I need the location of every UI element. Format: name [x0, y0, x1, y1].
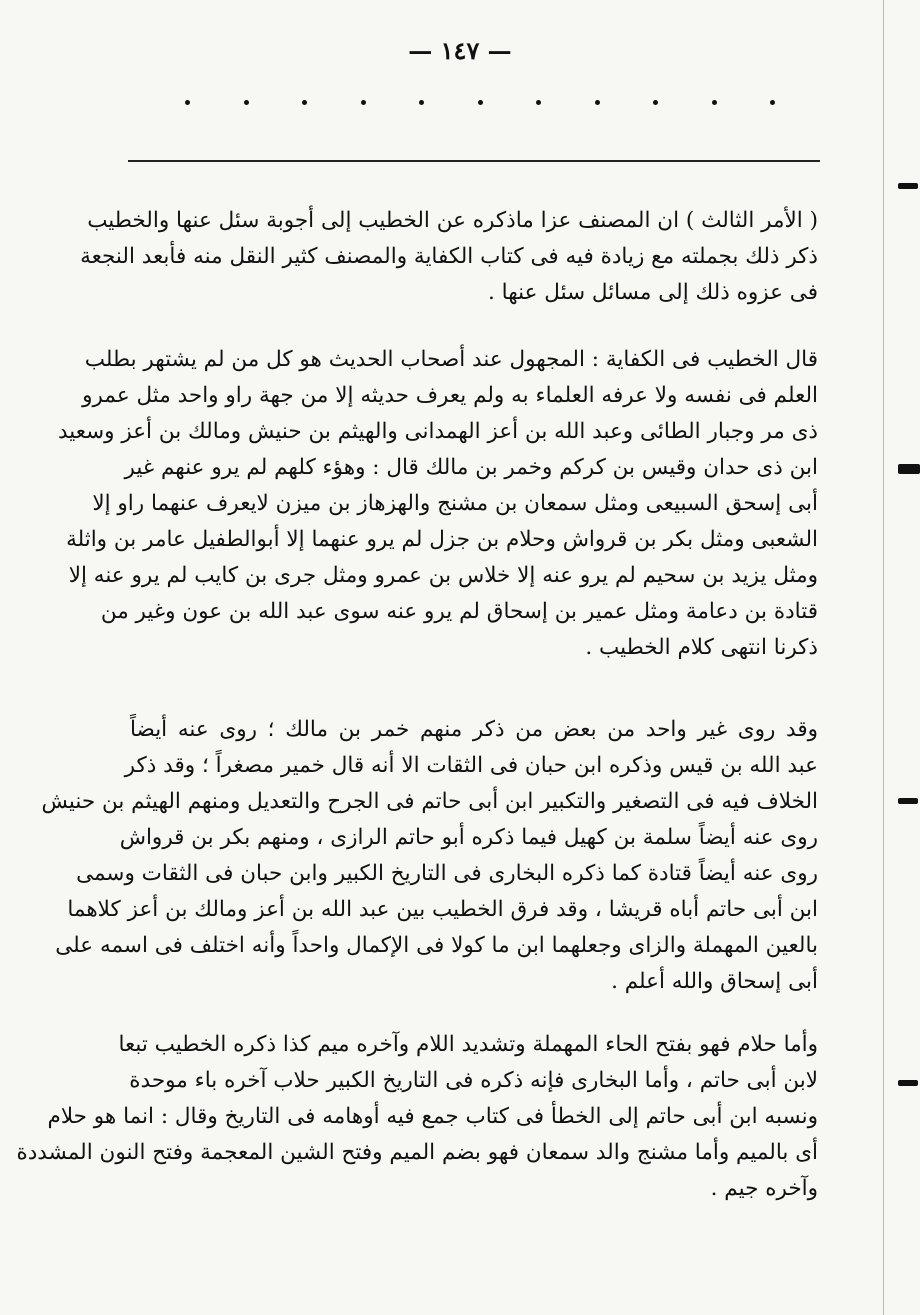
- margin-mark: [898, 464, 920, 474]
- text-line: ذى مر وجبار الطائى وعبد الله بن أعز الهمدانى والهيثم بن حنيش ومالك بن أعز وسعيد: [57, 419, 818, 444]
- header-rule: [128, 160, 820, 162]
- page-edge-line: [883, 0, 884, 1315]
- text-line: وأما حلام فهو بفتح الحاء المهملة وتشديد اللام وآخره ميم كذا ذكره الخطيب تبعا: [118, 1032, 818, 1057]
- text-line: ذكر ذلك بجملته مع زيادة فيه فى كتاب الكفاية والمصنف كثير النقل منه فأبعد النجعة: [80, 244, 818, 269]
- dot-separator: [185, 92, 775, 112]
- separator-dot: [185, 100, 190, 105]
- separator-dot: [419, 100, 424, 105]
- separator-dot: [302, 100, 307, 105]
- text-line: وآخره جيم .: [710, 1176, 818, 1201]
- margin-mark: [898, 1080, 918, 1086]
- separator-dot: [653, 100, 658, 105]
- separator-dot: [770, 100, 775, 105]
- text-line: ذكرنا انتهى كلام الخطيب .: [585, 635, 818, 660]
- separator-dot: [361, 100, 366, 105]
- paragraph-1: [80, 203, 818, 311]
- text-line: أى بالميم وأما مشنج والد سمعان فهو بضم الميم وفتح الشين المعجمة وفتح النون المشددة: [16, 1140, 818, 1165]
- text-line: عبد الله بن قيس وذكره ابن حبان فى الثقات الا أنه قال خمير مصغراً ؛ وقد ذكر: [124, 753, 818, 778]
- text-line: بالعين المهملة والزاى وجعلهما ابن ما كولا فى الإكمال واحداً وأنه اختلف فى اسمه على: [55, 933, 818, 958]
- separator-dot: [712, 100, 717, 105]
- text-line: وقد روى غير واحد من بعض من ذكر منهم خمر بن مالك ؛ روى عنه أيضاً: [130, 717, 818, 742]
- margin-mark: [898, 183, 918, 189]
- separator-dot: [244, 100, 249, 105]
- margin-mark: [898, 798, 918, 804]
- text-line: روى عنه أيضاً سلمة بن كهيل فيما ذكره أبو حاتم الرازى ، ومنهم بكر بن قرواش: [119, 825, 818, 850]
- text-line: أبى إسحاق والله أعلم .: [611, 969, 818, 994]
- page-number: — ١٤٧ —: [408, 36, 512, 65]
- paragraph-4: [16, 1027, 818, 1207]
- text-line: قال الخطيب فى الكفاية : المجهول عند أصحاب الحديث هو كل من لم يشتهر بطلب: [84, 347, 818, 372]
- text-line: قتادة بن دعامة ومثل عمير بن إسحاق لم يرو عنه سوى عبد الله بن عون وغير من: [100, 599, 818, 624]
- text-line: ابن ذى حدان وقيس بن كركم وخمر بن مالك قال : وهؤء كلهم لم يرو عنهم غير: [124, 455, 818, 480]
- text-line: ابن أبى حاتم أباه قريشا ، وقد فرق الخطيب بين عبد الله بن أعز ومالك بن أعز كلاهما: [67, 897, 818, 922]
- separator-dot: [478, 100, 483, 105]
- text-line: الخلاف فيه فى التصغير والتكبير ابن أبى حاتم فى الجرح والتعديل ومنهم الهيثم بن حنيش: [41, 789, 818, 814]
- text-line: الشعبى ومثل بكر بن قرواش وحلام بن جزل لم يرو عنهما إلا أبوالطفيل عامر بن واثلة: [66, 527, 818, 552]
- text-line: ونسبه ابن أبى حاتم إلى الخطأ فى كتاب جمع فيه أوهامه فى التاريخ وقال : انما هو حلام: [47, 1104, 818, 1129]
- separator-dot: [595, 100, 600, 105]
- text-line: أبى إسحق السبيعى ومثل سمعان بن مشنج والهزهاز بن ميزن لايعرف عنهما راو إلا: [92, 491, 818, 516]
- text-line: فى عزوه ذلك إلى مسائل سئل عنها .: [488, 280, 818, 305]
- text-line: روى عنه أيضاً قتادة كما ذكره البخارى فى التاريخ الكبير وابن حبان فى الثقات وسمى: [76, 861, 818, 886]
- text-line: العلم فى نفسه ولا عرفه العلماء به ولم يعرف حديثه إلا من جهة راو واحد مثل عمرو: [82, 383, 818, 408]
- text-line: ومثل يزيد بن سحيم لم يرو عنه إلا خلاس بن عمرو ومثل جرى بن كايب لم يرو عنه إلا: [68, 563, 818, 588]
- paragraph-3: [41, 712, 818, 1000]
- text-line: لابن أبى حاتم ، وأما البخارى فإنه ذكره فى التاريخ الكبير حلاب آخره باء موحدة: [129, 1068, 818, 1093]
- separator-dot: [536, 100, 541, 105]
- text-line: ( الأمر الثالث ) ان المصنف عزا ماذكره عن الخطيب إلى أجوبة سئل عنها والخطيب: [87, 208, 818, 233]
- paragraph-2: [57, 342, 818, 666]
